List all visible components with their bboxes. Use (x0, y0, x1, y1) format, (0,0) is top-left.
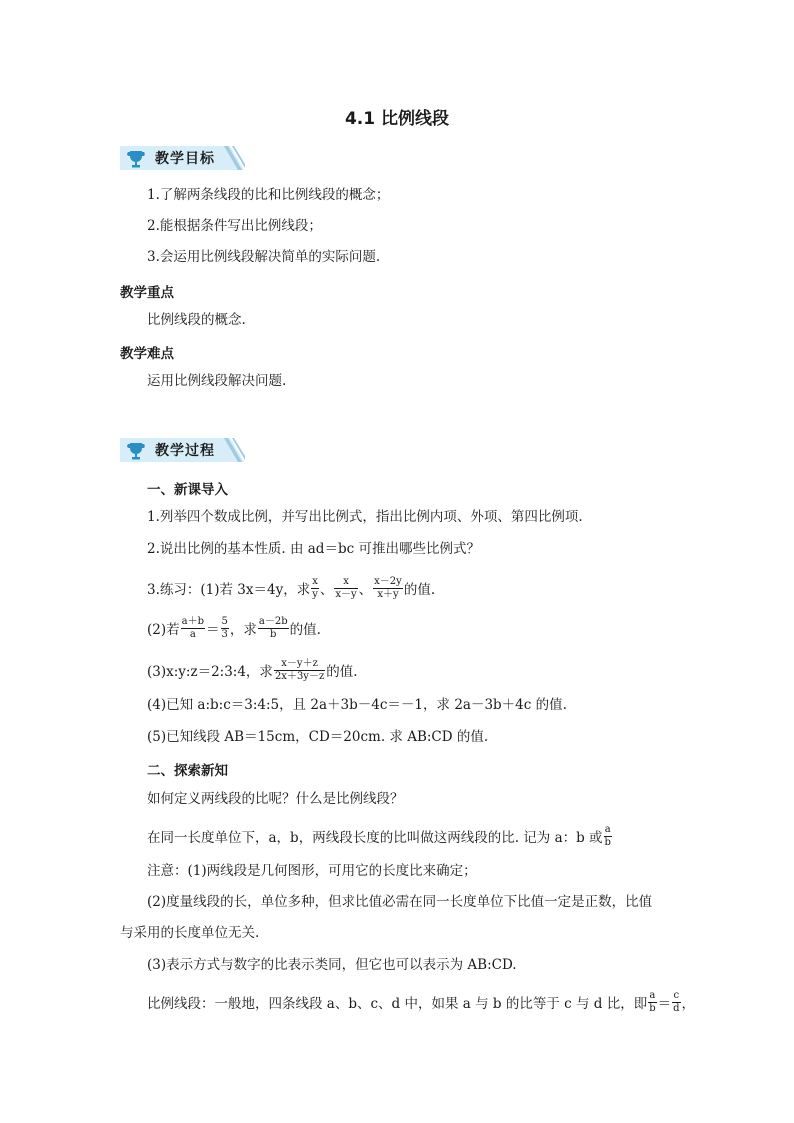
difficulty-heading: 教学难点 (120, 346, 174, 362)
goal-item-3: 3.会运用比例线段解决简单的实际问题. (147, 249, 381, 265)
section-banner-process (120, 436, 245, 464)
intro-heading: 一、新课导入 (147, 482, 228, 498)
fraction: $\frac{x}{y}$ (312, 576, 318, 600)
exercise-4: (4)已知 a:b:c＝3:4:5，且 2a＋3b－4c＝－1，求 2a－3b＋4c 的值. (147, 697, 567, 713)
explore-question: 如何定义两线段的比呢？什么是比例线段？ (147, 791, 404, 807)
fraction: $\frac{c}{d}$ (673, 990, 680, 1014)
difficulty-text: 运用比例线段解决问题. (147, 373, 287, 389)
fraction: $\frac{x-y+z}{2x+3y-z}$ (274, 658, 325, 682)
exercise-2: (2)若 $\frac{a+b}{a}$ ＝ $\frac{5}{3}$ ，求 $\frac{a-2b}{b}$ 的值. (147, 616, 321, 640)
fraction: $\frac{5}{3}$ (221, 616, 228, 640)
explore-heading: 二、探索新知 (147, 763, 228, 779)
note-3: (3)表示方式与数字的比表示类同，但它也可以表示为 AB:CD. (147, 957, 517, 973)
fraction: $\frac{a}{b}$ (604, 824, 611, 848)
fraction: $\frac{a+b}{a}$ (181, 616, 204, 640)
banner-label: 教学过程 (155, 443, 215, 459)
goal-item-1: 1.了解两条线段的比和比例线段的概念； (147, 187, 390, 203)
banner-label: 教学目标 (155, 151, 215, 167)
exercise-1: 3.练习：(1)若 3x＝4y，求 $\frac{x}{y}$ 、 $\frac{x}{x-y}$ 、 $\frac{x-2y}{x+y}$ 的值. (147, 576, 436, 600)
intro-line-1: 1.列举四个数成比例，并写出比例式，指出比例内项、外项、第四比例项. (147, 509, 583, 525)
intro-line-2: 2.说出比例的基本性质. 由 ad＝bc 可推出哪些比例式？ (147, 541, 480, 557)
fraction: $\frac{a}{b}$ (649, 990, 656, 1014)
section-banner-goals (120, 144, 245, 172)
fraction: $\frac{x}{x-y}$ (335, 576, 357, 600)
proportional-definition: 比例线段：一般地，四条线段 a、b、c、d 中，如果 a 与 b 的比等于 c 与 d 比，即 $\frac{a}{b}$ ＝ $\frac{c}{d}$ ， (147, 990, 696, 1014)
note-1: 注意：(1)两线段是几何图形，可用它的长度比来确定； (147, 863, 477, 879)
note-2-continued: 与采用的长度单位无关. (120, 925, 260, 941)
page-title: 4.1 比例线段 (344, 109, 450, 129)
exercise-5: (5)已知线段 AB＝15cm，CD＝20cm. 求 AB:CD 的值. (147, 729, 489, 745)
exercise-3: (3)x:y:z＝2:3:4，求 $\frac{x-y+z}{2x+3y-z}$ 的值. (147, 658, 358, 682)
key-point-text: 比例线段的概念. (147, 312, 246, 328)
ratio-definition: 在同一长度单位下，a，b，两线段长度的比叫做这两线段的比. 记为 a：b 或 $\frac{a}{b}$ (147, 824, 611, 848)
goal-item-2: 2.能根据条件写出比例线段； (147, 218, 322, 234)
fraction: $\frac{a-2b}{b}$ (258, 616, 288, 640)
note-2: (2)度量线段的长，单位多种，但求比值必需在同一长度单位下比值一定是正数，比值 (147, 894, 653, 910)
fraction: $\frac{x-2y}{x+y}$ (374, 576, 402, 600)
key-point-heading: 教学重点 (120, 285, 174, 301)
